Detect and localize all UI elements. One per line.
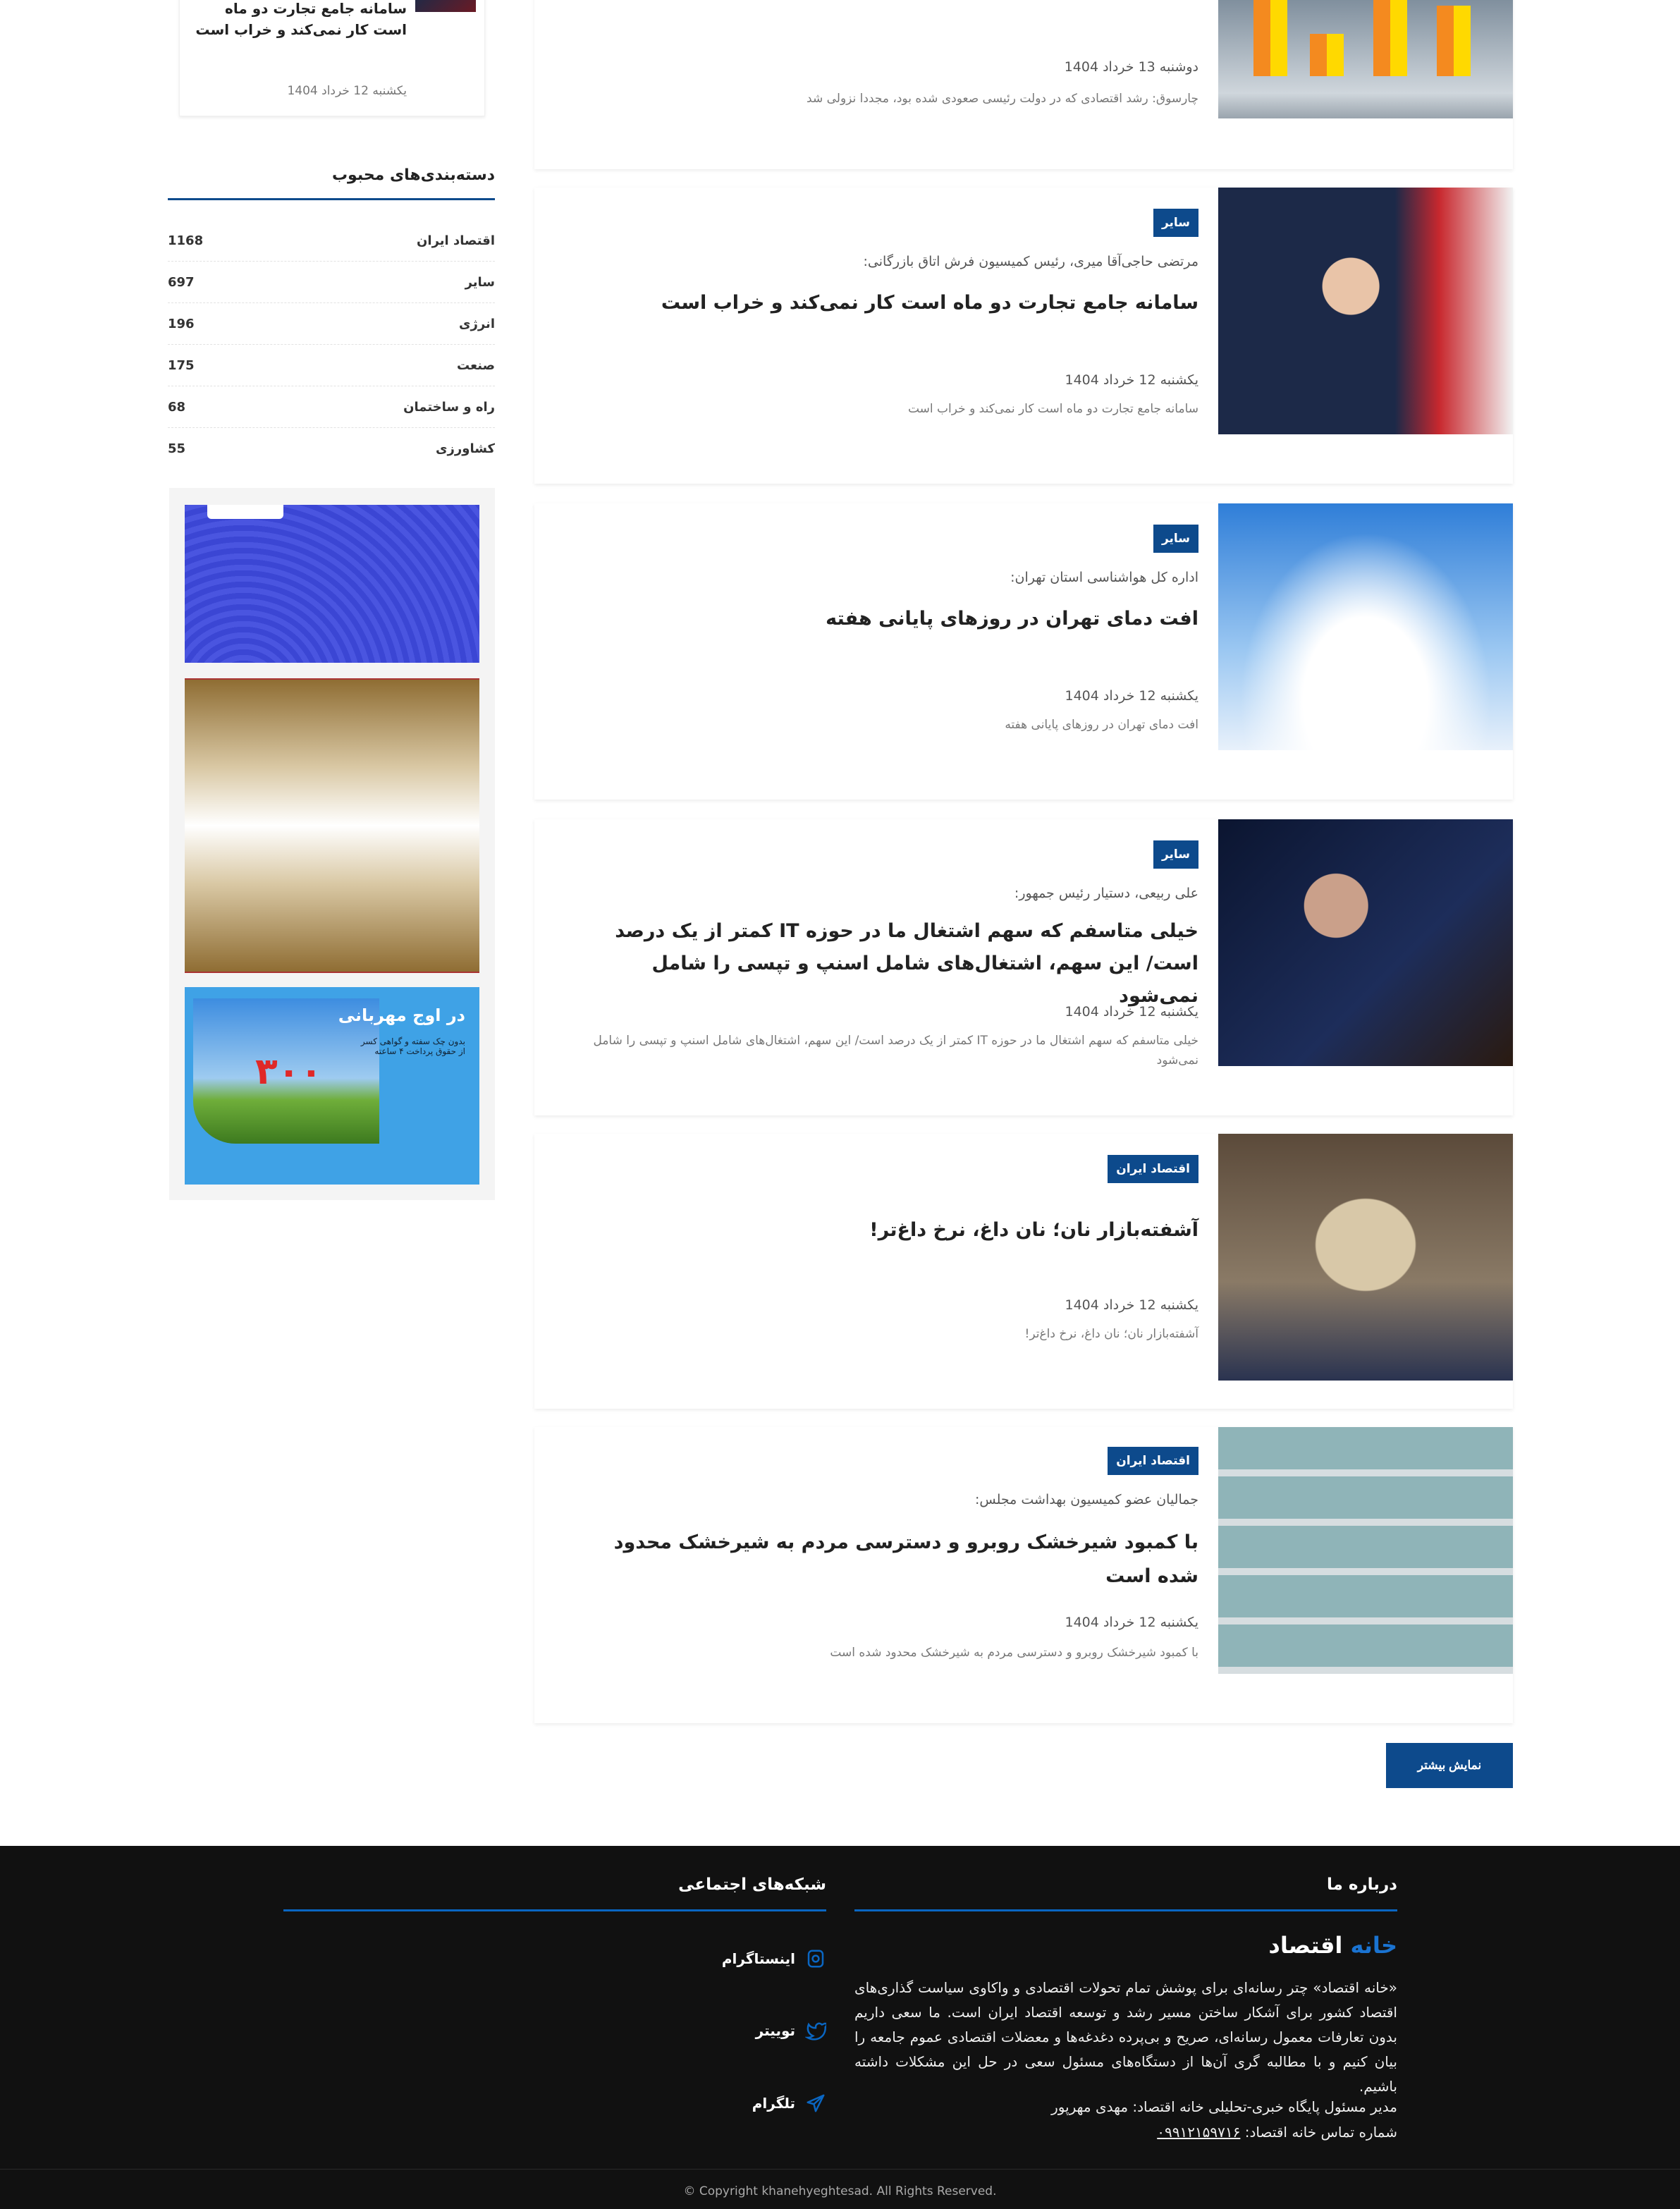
telegram-icon bbox=[805, 2093, 826, 2114]
social-label: توییتر bbox=[755, 2022, 795, 2039]
category-label: راه و ساختمان bbox=[403, 399, 495, 415]
manager-info: مدیر مسئول پایگاه خبری-تحلیلی خانه اقتصاد: مهدی مهرپور bbox=[1051, 2098, 1397, 2115]
categories-heading: دسته‌بندی‌های محبوب bbox=[168, 166, 495, 200]
category-count: 1168 bbox=[168, 233, 204, 248]
article-excerpt: چارسوق: رشد اقتصادی که در دولت رئیسی صعودی شده بود، مجددا نزولی شد bbox=[807, 92, 1198, 106]
contact-info bbox=[1157, 2124, 1397, 2141]
category-item[interactable] bbox=[168, 428, 495, 470]
article-lead: علی ربیعی، دستیار رئیس جمهور: bbox=[1014, 886, 1198, 901]
about-heading: درباره ما bbox=[854, 1875, 1397, 1911]
logo-part2: اقتصاد bbox=[1268, 1932, 1343, 1959]
category-label: کشاورزی bbox=[436, 441, 495, 456]
article-image[interactable] bbox=[1218, 1134, 1513, 1381]
category-count: 196 bbox=[168, 316, 195, 331]
article-date: یکشنبه 12 خرداد 1404 bbox=[1065, 1615, 1198, 1630]
category-tag[interactable]: سایر bbox=[1153, 840, 1198, 869]
footer-divider bbox=[0, 2169, 1680, 2170]
category-item[interactable] bbox=[168, 220, 495, 262]
category-item[interactable] bbox=[168, 345, 495, 386]
ad-banner-gold[interactable] bbox=[185, 678, 479, 973]
social-twitter[interactable] bbox=[756, 2020, 826, 2041]
social-telegram[interactable] bbox=[752, 2093, 826, 2114]
ad-title: در اوج مهربانی bbox=[338, 1005, 465, 1025]
category-item[interactable] bbox=[168, 386, 495, 428]
article-card[interactable] bbox=[534, 1134, 1513, 1409]
phone-label: شماره تماس خانه اقتصاد: bbox=[1244, 2124, 1397, 2141]
article-image[interactable] bbox=[1218, 503, 1513, 750]
article-excerpt: افت دمای تهران در روزهای پایانی هفته bbox=[1005, 718, 1198, 732]
category-count: 68 bbox=[168, 399, 186, 415]
ad-banner-bank[interactable] bbox=[185, 505, 479, 663]
category-tag[interactable]: اقتصاد ایران bbox=[1108, 1155, 1198, 1183]
social-instagram[interactable] bbox=[722, 1948, 826, 1969]
category-label: صنعت bbox=[457, 357, 495, 373]
category-count: 175 bbox=[168, 357, 195, 373]
category-count: 55 bbox=[168, 441, 186, 456]
copyright: © Copyright khanehyeghtesad. All Rights Reserved. bbox=[683, 2184, 997, 2198]
logo-part1: خانه bbox=[1350, 1932, 1397, 1959]
news-title[interactable]: سامانه جامع تجارت دو ماه است کار نمی‌کند و خراب است bbox=[195, 0, 407, 38]
news-date: یکشنبه 12 خرداد 1404 bbox=[287, 84, 407, 98]
article-title[interactable]: خیلی متاسفم که سهم اشتغال ما در حوزه IT کمتر از یک درصد است/ این سهم، اشتغال‌های شامل اسنپ و تپسی را شامل نمی‌شود bbox=[615, 920, 1198, 1007]
article-image[interactable] bbox=[1218, 1427, 1513, 1674]
article-card[interactable] bbox=[534, 819, 1513, 1115]
ad-amount: ۳۰۰ bbox=[255, 1051, 323, 1093]
category-tag[interactable]: اقتصاد ایران bbox=[1108, 1447, 1198, 1475]
social-label: اینستاگرام bbox=[721, 1950, 795, 1967]
phone-link[interactable]: ۰۹۹۱۲۱۵۹۷۱۶ bbox=[1157, 2124, 1241, 2141]
bank-logo bbox=[207, 505, 283, 519]
article-date: یکشنبه 12 خرداد 1404 bbox=[1065, 1297, 1198, 1313]
show-more-button[interactable]: نمایش بیشتر bbox=[1386, 1743, 1513, 1788]
sidebar-news-card[interactable] bbox=[179, 0, 485, 116]
article-excerpt: سامانه جامع تجارت دو ماه است کار نمی‌کند و خراب است bbox=[907, 402, 1198, 416]
article-date: یکشنبه 12 خرداد 1404 bbox=[1065, 688, 1198, 704]
article-date: یکشنبه 12 خرداد 1404 bbox=[1065, 1004, 1198, 1020]
article-card[interactable] bbox=[534, 503, 1513, 800]
category-item[interactable] bbox=[168, 303, 495, 345]
article-excerpt: آشفته‌بازار نان؛ نان داغ، نرخ داغ‌تر! bbox=[1024, 1327, 1198, 1341]
ad-banner-loan[interactable] bbox=[185, 987, 479, 1185]
article-image[interactable] bbox=[1218, 0, 1513, 118]
social-heading: شبکه‌های اجتماعی bbox=[283, 1875, 826, 1911]
news-thumbnail[interactable] bbox=[415, 0, 476, 12]
ads-box bbox=[169, 488, 495, 1200]
article-excerpt: با کمبود شیرخشک روبرو و دسترسی مردم به شیرخشک محدود شده است bbox=[830, 1646, 1198, 1660]
article-image[interactable] bbox=[1218, 819, 1513, 1066]
article-title[interactable]: با کمبود شیرخشک روبرو و دسترسی مردم به شیرخشک محدود شده است bbox=[613, 1531, 1198, 1587]
article-title[interactable]: سامانه جامع تجارت دو ماه است کار نمی‌کند و خراب است bbox=[661, 292, 1198, 314]
category-label: اقتصاد ایران bbox=[417, 233, 495, 248]
category-label: انرژی bbox=[459, 316, 495, 331]
article-date: یکشنبه 12 خرداد 1404 bbox=[1065, 372, 1198, 388]
footer bbox=[0, 1846, 1680, 2209]
social-label: تلگرام bbox=[752, 2095, 795, 2112]
article-lead: اداره کل هواشناسی استان تهران: bbox=[1010, 570, 1198, 585]
category-item[interactable] bbox=[168, 262, 495, 303]
article-card[interactable] bbox=[534, 0, 1513, 169]
categories-list bbox=[168, 220, 495, 470]
about-text: «خانه اقتصاد» چتر رسانه‌ای برای پوشش تمام تحولات اقتصادی و واکاوی سیاست گذاری‌های اقتصاد کشور برای آشکار ساختن مسیر رشد و توسعه اقتصاد ایران است. ما سعی داریم بدون تعارفات معمول رسانه‌ای، صریح و بی‌پرده دغدغه‌ها و معضلات اقتصادی عموم جامعه را بیان کنیم و با مطالبه گری آن‌ها از دستگاه‌های مسئول سعی در حل این مشکلات داشته باشیم. bbox=[854, 1979, 1397, 2095]
category-tag[interactable]: سایر bbox=[1153, 209, 1198, 237]
category-tag[interactable]: سایر bbox=[1153, 525, 1198, 553]
article-card[interactable] bbox=[534, 1427, 1513, 1723]
article-lead: جمالیان عضو کمیسیون بهداشت مجلس: bbox=[974, 1492, 1198, 1507]
article-title[interactable]: افت دمای تهران در روزهای پایانی هفته bbox=[826, 608, 1198, 630]
article-excerpt: خیلی متاسفم که سهم اشتغال ما در حوزه IT کمتر از یک درصد است/ این سهم، اشتغال‌های شامل اسنپ و تپسی را شامل نمی‌شود bbox=[593, 1034, 1198, 1067]
twitter-icon bbox=[805, 2020, 826, 2041]
category-label: سایر bbox=[465, 274, 495, 290]
article-title[interactable]: آشفته‌بازار نان؛ نان داغ، نرخ داغ‌تر! bbox=[869, 1219, 1198, 1241]
instagram-icon bbox=[805, 1948, 826, 1969]
article-card[interactable] bbox=[534, 188, 1513, 484]
ad-subtitle: بدون چک سفته و گواهی کسر از حقوق پرداخت ۴ ساعته bbox=[360, 1036, 465, 1056]
category-count: 697 bbox=[168, 274, 195, 290]
article-image[interactable] bbox=[1218, 188, 1513, 434]
article-date: دوشنبه 13 خرداد 1404 bbox=[1064, 59, 1198, 75]
footer-logo[interactable] bbox=[1268, 1932, 1397, 1959]
article-lead: مرتضی حاجی‌آقا میری، رئیس کمیسیون فرش اتاق بازرگانی: bbox=[863, 254, 1198, 269]
